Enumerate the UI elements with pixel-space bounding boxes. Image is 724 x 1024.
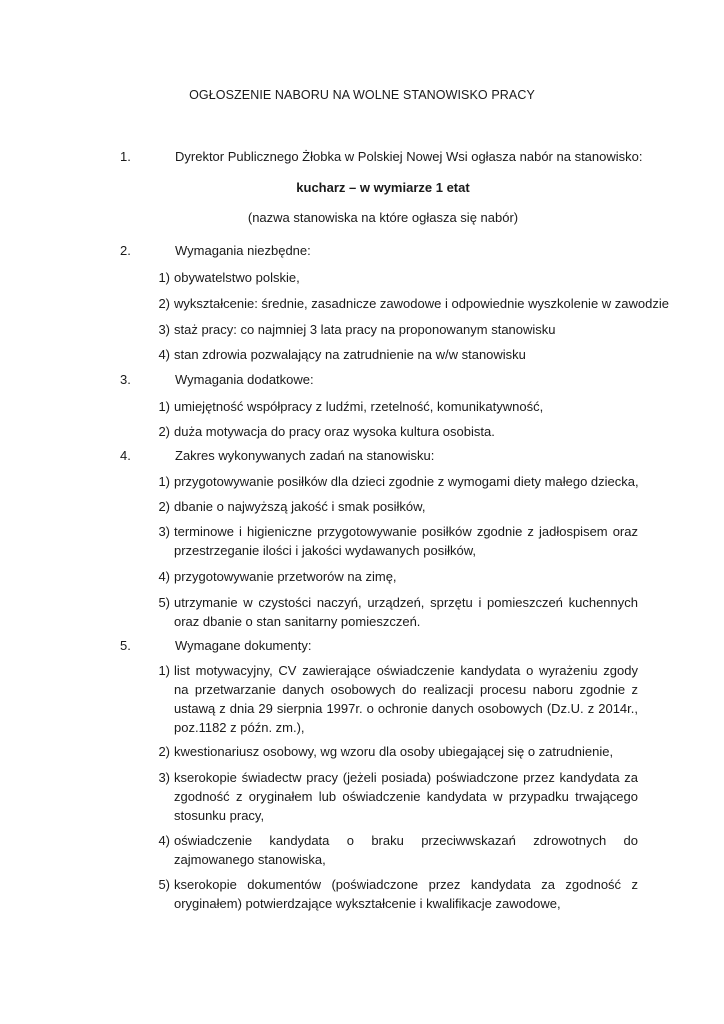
item-text: staż pracy: co najmniej 3 lata pracy na proponowanym stanowisku [174,322,556,337]
item-text: obywatelstwo polskie, [174,270,300,285]
item-text: stan zdrowia pozwalający na zatrudnienie na w/w stanowisku [174,347,526,362]
document-title: OGŁOSZENIE NABORU NA WOLNE STANOWISKO PRACY [189,88,535,102]
section-heading: Wymagania dodatkowe: [175,372,314,387]
item-number: 3) [158,322,170,337]
item-text: oświadczenie kandydata o braku przeciwwskazań zdrowotnych do zajmowanego stanowiska, [174,833,638,867]
section-number: 4. [120,448,131,463]
item-text: przygotowywanie posiłków dla dzieci zgodnie z wymogami diety małego dziecka, [174,474,639,489]
item-text: kwestionariusz osobowy, wg wzoru dla osoby ubiegającej się o zatrudnienie, [174,744,614,759]
item-number: 2) [158,744,170,759]
item-text: wykształcenie: średnie, zasadnicze zawodowe i odpowiednie wyszkolenie w zawodzie [174,296,669,311]
section-number: 5. [120,638,131,653]
item-number: 1) [158,270,170,285]
section-number: 1. [120,149,131,164]
section-heading: Zakres wykonywanych zadań na stanowisku: [175,448,435,463]
section-heading: Wymagania niezbędne: [175,243,311,258]
item-number: 4) [158,347,170,362]
section-number: 2. [120,243,131,258]
item-number: 5) [158,595,170,610]
item-number: 1) [158,474,170,489]
item-text: umiejętność współpracy z ludźmi, rzetelność, komunikatywność, [174,399,544,414]
section-heading: Wymagane dokumenty: [175,638,312,653]
section-text: Dyrektor Publicznego Żłobka w Polskiej Nowej Wsi ogłasza nabór na stanowisko: [175,149,643,164]
item-number: 3) [158,524,170,539]
item-text: list motywacyjny, CV zawierające oświadczenie kandydata o wyrażeniu zgody na przetwarzanie danych osobowych do realizacji procesu naboru zgodnie z ustawą z dnia 29 sierpnia 1997r. o ochronie danych osobowych (Dz.U. z 2014r., poz.1182 z późn. zm.), [174,663,638,735]
item-text: przygotowywanie przetworów na zimę, [174,569,397,584]
item-number: 4) [158,569,170,584]
item-text: duża motywacja do pracy oraz wysoka kultura osobista. [174,424,495,439]
position-name: kucharz – w wymiarze 1 etat [296,180,470,195]
item-number: 1) [158,663,170,678]
item-number: 5) [158,877,170,892]
item-number: 2) [158,424,170,439]
item-number: 2) [158,296,170,311]
item-number: 4) [158,833,170,848]
item-text: kserokopie świadectw pracy (jeżeli posiada) poświadczone przez kandydata za zgodność z oryginałem lub oświadczenie kandydata w przypadku trwającego stosunku pracy, [174,770,638,823]
item-text: kserokopie dokumentów (poświadczone przez kandydata za zgodność z oryginałem) potwierdzające wykształcenie i kwalifikacje zawodowe, [174,877,638,911]
item-number: 3) [158,770,170,785]
item-number: 2) [158,499,170,514]
item-number: 1) [158,399,170,414]
item-text: utrzymanie w czystości naczyń, urządzeń, sprzętu i pomieszczeń kuchennych oraz dbanie o stan sanitarny pomieszczeń. [174,595,638,629]
item-text: terminowe i higieniczne przygotowywanie posiłków zgodnie z jadłospisem oraz przestrzeganie ilości i jakości wydawanych posiłków, [174,524,638,558]
item-text: dbanie o najwyższą jakość i smak posiłków, [174,499,426,514]
position-note: (nazwa stanowiska na które ogłasza się nabór) [247,210,519,225]
section-number: 3. [120,372,131,387]
